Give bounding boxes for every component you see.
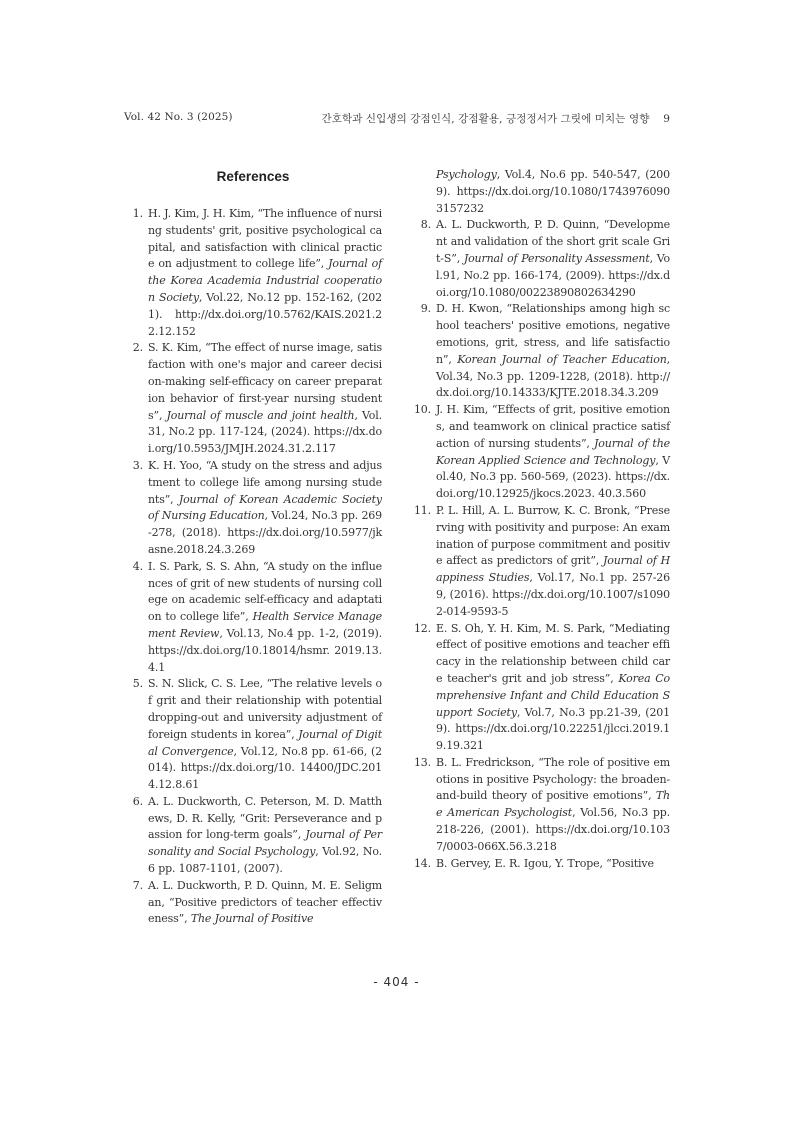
journal-volume: Vol. 42 No. 3 (2025) xyxy=(124,111,233,123)
reference-journal: Journal of Personality and Social Psychology xyxy=(148,828,382,859)
reference-authors-title: B. Gervey, E. R. Igou, Y. Trope, “Positive xyxy=(436,856,654,870)
reference-journal: Journal of the Korean Applied Science and Technology xyxy=(436,436,670,467)
reference-item xyxy=(412,301,670,402)
reference-details: , Vol.7, No.3 pp.21-39, (2019). https://dx.doi.org/10.22251/jlcci.2019.19.19.321 xyxy=(436,705,670,753)
reference-text xyxy=(436,856,670,873)
reference-number: 12. xyxy=(413,621,431,635)
reference-authors-title: A. L. Duckworth, P. D. Quinn, “Development and validation of the short grit scale Grit-S”, xyxy=(436,218,670,265)
reference-text xyxy=(436,402,670,503)
reference-journal: Korea Comprehensive Infant and Child Education Support Society xyxy=(436,671,670,719)
reference-authors-title: S. N. Slick, C. S. Lee, “The relative levels of grit and their relationship with potential dropping-out and university adjustment of foreign students in korea”, xyxy=(148,677,382,741)
reference-number: 1. xyxy=(132,207,143,220)
header-page-number: 9 xyxy=(663,113,670,125)
reference-number: 2. xyxy=(132,341,143,355)
reference-authors-title: D. H. Kwon, “Relationships among high school teachers' positive emotions, negative emotions, grit, stress, and life satisfaction”, xyxy=(436,302,670,366)
reference-number: 5. xyxy=(132,677,143,691)
reference-text xyxy=(436,755,670,856)
reference-authors-title: A. L. Duckworth, C. Peterson, M. D. Matthews, D. R. Kelly, “Grit: Perseverance and passion for long-term goals”, xyxy=(148,794,382,842)
reference-details: , Vol.40, No.3 pp. 560-569, (2023). https://dx.doi.org/10.12925/jkocs.2023. 40.3.560 xyxy=(436,453,670,501)
reference-text xyxy=(148,206,382,340)
reference-details: , Vol.92, No.6 pp. 1087-1101, (2007). xyxy=(148,845,382,876)
reference-number: 8. xyxy=(420,218,431,232)
references-column-left xyxy=(124,206,382,928)
reference-number: 3. xyxy=(132,458,143,472)
reference-item xyxy=(124,676,382,794)
reference-journal: Journal of Korean Academic Society of Nursing Education xyxy=(148,492,382,523)
reference-item xyxy=(412,402,670,503)
reference-text xyxy=(148,794,382,878)
reference-journal: Psychology xyxy=(436,168,497,181)
references-column-right xyxy=(412,167,670,872)
reference-authors-title: H. J. Kim, J. H. Kim, “The influence of nursing students' grit, positive psychological capital, and satisfaction with clinical practice on adjustment to college life”, xyxy=(148,207,382,271)
reference-item xyxy=(412,755,670,856)
reference-item xyxy=(412,621,670,755)
reference-text xyxy=(436,167,670,217)
reference-details: , Vol.22, No.12 pp. 152-162, (2021). http://dx.doi.org/10.5762/KAIS.2021.22.12.152 xyxy=(148,290,382,338)
reference-text xyxy=(436,301,670,402)
reference-authors-title: A. L. Duckworth, P. D. Quinn, M. E. Seligman, “Positive predictors of teacher effectiveness”, xyxy=(148,878,382,926)
reference-details: , Vol.4, No.6 pp. 540-547, (2009). https://dx.doi.org/10.1080/17439760903157232 xyxy=(436,168,670,215)
reference-journal: Health Service Management Review xyxy=(148,610,382,640)
reference-text xyxy=(148,458,382,559)
reference-authors-title: I. S. Park, S. S. Ahn, “A study on the influences of grit of new students of nursing college on academic self-efficacy and adaptation to college life”, xyxy=(148,559,382,624)
reference-item xyxy=(124,206,382,340)
reference-details: , Vol.24, No.3 pp. 269-278, (2018). https://dx.doi.org/10.5977/jkasne.2018.24.3.269 xyxy=(148,509,383,556)
reference-number: 9. xyxy=(420,302,431,316)
reference-text xyxy=(148,340,382,458)
reference-authors-title: S. K. Kim, “The effect of nurse image, satisfaction with one's major and career decision-making self-efficacy on career preparation behavior of first-year nursing students”, xyxy=(148,341,382,422)
reference-journal: The Journal of Positive xyxy=(190,912,314,926)
reference-text xyxy=(436,503,670,621)
reference-journal: Journal of Happiness Studies xyxy=(436,554,671,585)
section-title: References xyxy=(216,169,290,184)
reference-journal: Journal of Digital Convergence xyxy=(148,727,382,758)
reference-text xyxy=(148,676,382,794)
reference-text xyxy=(148,559,382,677)
reference-number: 6. xyxy=(132,794,143,808)
reference-journal: Journal of Personality Assessment xyxy=(463,251,650,265)
reference-details: , Vol.17, No.1 pp. 257-269, (2016). https://dx.doi.org/10.1007/s10902-014-9593-5 xyxy=(436,571,670,618)
reference-number: 10. xyxy=(413,403,431,417)
reference-authors-title: E. S. Oh, Y. H. Kim, M. S. Park, “Mediating effect of positive emotions and teacher efficacy in the relationship between child care teacher's grit and job stress”, xyxy=(436,621,670,685)
reference-authors-title: K. H. Yoo, “A study on the stress and adjustment to college life among nursing students”, xyxy=(148,458,382,506)
reference-text xyxy=(148,878,382,928)
reference-item xyxy=(124,794,382,878)
reference-item xyxy=(412,503,670,621)
reference-item xyxy=(412,217,670,301)
reference-details: , Vol.31, No.2 pp. 117-124, (2024). https://dx.doi.org/10.5953/JMJH.2024.31.2.117 xyxy=(148,408,382,456)
reference-number: 7. xyxy=(132,878,143,892)
reference-journal: Journal of muscle and joint health xyxy=(166,408,355,422)
reference-item xyxy=(124,340,382,458)
reference-number: 11. xyxy=(413,503,431,517)
reference-number: 13. xyxy=(413,755,431,769)
reference-authors-title: B. L. Fredrickson, “The role of positive emotions in positive Psychology: the broaden-and-build theory of positive emotions”, xyxy=(436,755,670,803)
reference-text xyxy=(436,621,670,755)
reference-details: , Vol.56, No.3 pp. 218-226, (2001). https://dx.doi.org/10.1037/0003-066X.56.3.218 xyxy=(436,806,670,853)
running-title xyxy=(321,111,670,126)
reference-item xyxy=(412,856,670,873)
reference-details: , Vol.12, No.8 pp. 61-66, (2014). https://dx.doi.org/10. 14400/JDC.2014.12.8.61 xyxy=(148,744,382,792)
reference-item xyxy=(124,878,382,928)
reference-item xyxy=(124,458,382,559)
running-header xyxy=(124,111,670,127)
reference-journal: Korean Journal of Teacher Education xyxy=(457,352,667,366)
reference-details: , Vol.34, No.3 pp. 1209-1228, (2018). http://dx.doi.org/10.14333/KJTE.2018.34.3.209 xyxy=(436,352,670,400)
reference-authors-title: P. L. Hill, A. L. Burrow, K. C. Bronk, “Preserving with positivity and purpose: An examination of purpose commitment and positive affect as predictors of grit”, xyxy=(436,503,670,568)
page-footer-number: - 404 - xyxy=(373,975,420,989)
reference-item xyxy=(124,559,382,677)
reference-number: 14. xyxy=(413,856,431,870)
reference-journal: The American Psychologist xyxy=(436,789,670,820)
reference-number: 4. xyxy=(132,559,143,573)
running-title-text: 간호학과 신입생의 강점인식, 강점활용, 긍정정서가 그릿에 미치는 영향 xyxy=(321,113,650,125)
reference-details: , Vol.91, No.2 pp. 166-174, (2009). https://dx.doi.org/10.1080/00223890802634290 xyxy=(436,251,671,299)
reference-text xyxy=(436,217,670,301)
reference-authors-title: J. H. Kim, “Effects of grit, positive emotions, and teamwork on clinical practice satisfaction of nursing students”, xyxy=(436,403,670,450)
reference-details: , Vol.13, No.4 pp. 1-2, (2019). https://dx.doi.org/10.18014/hsmr. 2019.13.4.1 xyxy=(148,626,383,674)
reference-item-continued xyxy=(412,167,670,217)
reference-journal: Journal of the Korea Academia Industrial cooperation Society xyxy=(148,257,382,304)
